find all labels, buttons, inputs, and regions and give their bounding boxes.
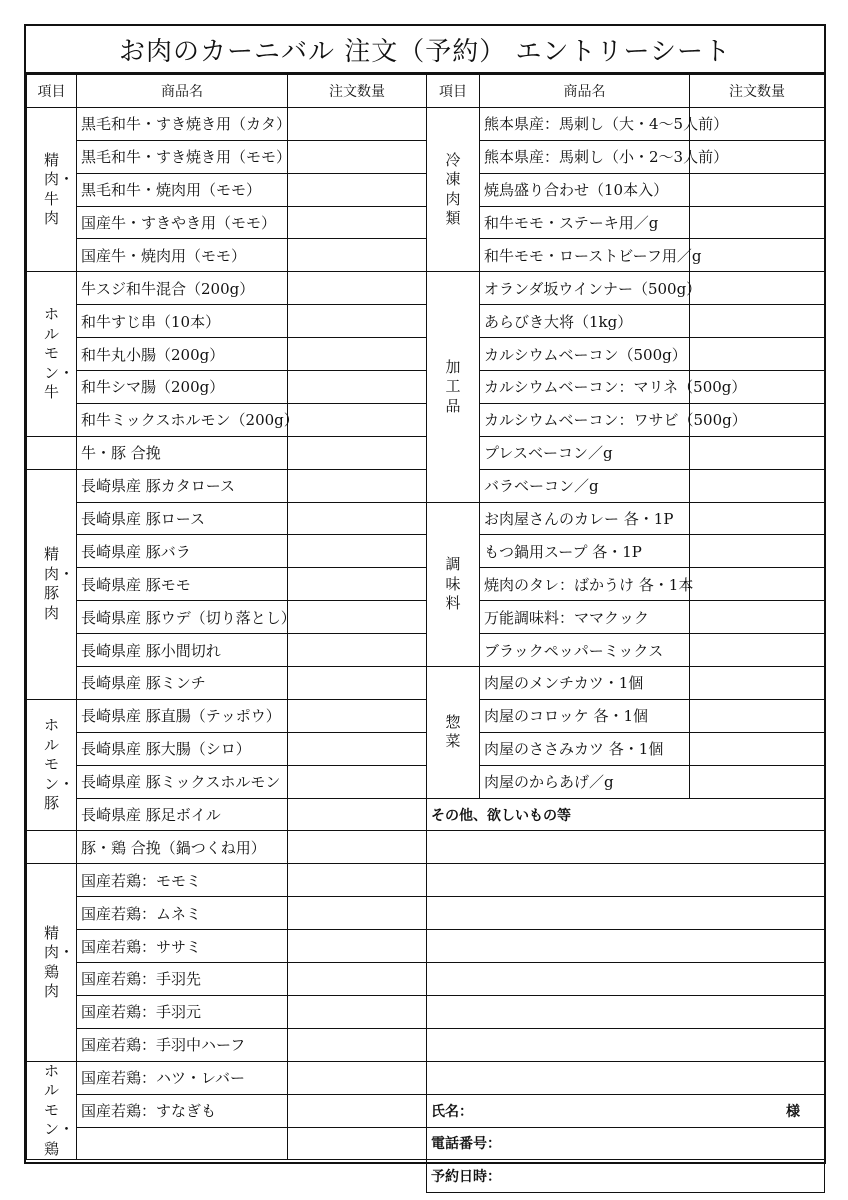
qty-field[interactable]: [288, 601, 427, 634]
category-label: 冷凍肉類: [445, 150, 461, 228]
product-row: [27, 206, 427, 239]
product-name: 長崎県産 豚カタロース: [77, 469, 288, 502]
product-name: 熊本県産：馬刺し（小・2～3人前）: [480, 140, 690, 173]
qty-field[interactable]: [690, 699, 825, 732]
product-name: プレスベーコン／g: [480, 436, 690, 469]
product-name: 長崎県産 豚ウデ（切り落とし）: [77, 601, 288, 634]
category-cell: [427, 107, 480, 271]
other-requests-field[interactable]: [427, 1028, 825, 1061]
reservation-datetime-field[interactable]: [427, 1160, 825, 1193]
qty-field[interactable]: [288, 107, 427, 140]
header-category: 項目: [27, 75, 77, 108]
customer-name-row: [427, 1094, 825, 1127]
qty-field[interactable]: [690, 568, 825, 601]
product-name: 黒毛和牛・すき焼き用（モモ）: [77, 140, 288, 173]
category-label: 精肉・鶏肉: [44, 923, 75, 1001]
other-requests-field[interactable]: [427, 831, 825, 864]
qty-field[interactable]: [690, 535, 825, 568]
other-requests-line: [427, 963, 825, 996]
product-row: [27, 930, 427, 963]
product-row: [427, 239, 825, 272]
category-cell: [27, 272, 77, 436]
product-row: [427, 634, 825, 667]
qty-field[interactable]: [288, 1127, 427, 1160]
datetime-label: 予約日時：: [431, 1169, 501, 1186]
product-name: 長崎県産 豚ミックスホルモン: [77, 765, 288, 798]
product-name: 豚・鶏 合挽（鍋つくね用）: [77, 831, 288, 864]
product-row: [27, 469, 427, 502]
qty-field[interactable]: [288, 535, 427, 568]
phone-field[interactable]: [427, 1127, 825, 1160]
category-cell: [27, 831, 77, 864]
qty-field[interactable]: [288, 239, 427, 272]
product-name: カルシウムベーコン（500g）: [480, 338, 690, 371]
customer-name-field[interactable]: [427, 1094, 825, 1127]
other-requests-row: [427, 798, 825, 831]
qty-field[interactable]: [690, 732, 825, 765]
product-row: [427, 107, 825, 140]
product-row: [427, 568, 825, 601]
category-label: 精肉・豚肉: [44, 545, 75, 622]
product-name: 肉屋のからあげ／g: [480, 765, 690, 798]
qty-field[interactable]: [690, 305, 825, 338]
qty-field[interactable]: [288, 568, 427, 601]
product-row: [427, 601, 825, 634]
product-row: [27, 239, 427, 272]
header-product: 商品名: [77, 75, 288, 108]
category-label: ホルモン・豚: [44, 716, 75, 813]
product-row: [27, 864, 427, 897]
product-row: [427, 338, 825, 371]
other-requests-field[interactable]: [427, 930, 825, 963]
product-name: 肉屋のコロッケ 各・1個: [480, 699, 690, 732]
honorific-label: 様: [786, 1103, 800, 1120]
product-name: 国産若鶏：モモミ: [77, 864, 288, 897]
product-row: [27, 963, 427, 996]
product-name: 肉屋のメンチカツ・1個: [480, 667, 690, 700]
header-category: 項目: [427, 75, 480, 108]
product-name: あらびき大将（1kg）: [480, 305, 690, 338]
product-name: 長崎県産 豚小間切れ: [77, 634, 288, 667]
product-name: バラベーコン／g: [480, 469, 690, 502]
qty-field[interactable]: [288, 206, 427, 239]
product-row: [27, 568, 427, 601]
product-name: 国産牛・すきやき用（モモ）: [77, 206, 288, 239]
product-row: [427, 305, 825, 338]
product-name: 国産若鶏：手羽中ハーフ: [77, 1028, 288, 1061]
header-qty: 注文数量: [288, 75, 427, 108]
category-cell: [27, 436, 77, 469]
product-name: 国産若鶏：すなぎも: [77, 1094, 288, 1127]
other-requests-field[interactable]: [427, 1061, 825, 1094]
other-requests-field[interactable]: [427, 897, 825, 930]
qty-field[interactable]: [690, 239, 825, 272]
other-requests-field[interactable]: [427, 864, 825, 897]
product-name: 長崎県産 豚大腸（シロ）: [77, 732, 288, 765]
product-row: [27, 634, 427, 667]
product-name: 国産若鶏：手羽先: [77, 963, 288, 996]
product-row: [27, 403, 427, 436]
other-requests-line: [427, 897, 825, 930]
other-requests-line: [427, 831, 825, 864]
product-row: [427, 173, 825, 206]
category-cell: [27, 1061, 77, 1160]
product-row: [27, 305, 427, 338]
qty-field[interactable]: [288, 732, 427, 765]
qty-field[interactable]: [288, 634, 427, 667]
qty-field[interactable]: [288, 173, 427, 206]
qty-field[interactable]: [288, 765, 427, 798]
category-cell: [27, 699, 77, 831]
category-label: ホルモン・鶏: [44, 1061, 75, 1158]
product-row: [27, 1127, 427, 1160]
phone-row: [427, 1127, 825, 1160]
other-requests-field[interactable]: [427, 963, 825, 996]
qty-field[interactable]: [288, 403, 427, 436]
header-product: 商品名: [480, 75, 690, 108]
qty-field[interactable]: [690, 765, 825, 798]
category-label: ホルモン・牛: [44, 305, 75, 402]
qty-field[interactable]: [288, 831, 427, 864]
product-name: カルシウムベーコン：マリネ（500g）: [480, 371, 690, 404]
product-name: [77, 1127, 288, 1160]
product-row: [27, 371, 427, 404]
qty-field[interactable]: [690, 667, 825, 700]
qty-field[interactable]: [690, 634, 825, 667]
product-row: [27, 272, 427, 305]
product-row: [427, 699, 825, 732]
product-name: 国産若鶏：ササミ: [77, 930, 288, 963]
product-row: [27, 140, 427, 173]
product-name: 長崎県産 豚足ボイル: [77, 798, 288, 831]
product-name: 和牛すじ串（10本）: [77, 305, 288, 338]
name-label: 氏名：: [431, 1103, 473, 1120]
product-name: もつ鍋用スープ 各・1P: [480, 535, 690, 568]
product-row: [27, 831, 427, 864]
qty-field[interactable]: [288, 864, 427, 897]
product-name: 長崎県産 豚ミンチ: [77, 667, 288, 700]
phone-label: 電話番号：: [431, 1136, 501, 1153]
product-row: [27, 1028, 427, 1061]
qty-field[interactable]: [288, 140, 427, 173]
product-row: [427, 469, 825, 502]
other-requests-line: [427, 864, 825, 897]
product-row: [427, 535, 825, 568]
qty-field[interactable]: [288, 963, 427, 996]
qty-field[interactable]: [288, 1094, 427, 1127]
category-cell: [27, 469, 77, 699]
product-row: [427, 371, 825, 404]
qty-field[interactable]: [690, 272, 825, 305]
category-label: 加工品: [445, 357, 461, 415]
product-name: 和牛モモ・ローストビーフ用／g: [480, 239, 690, 272]
product-name: 牛・豚 合挽: [77, 436, 288, 469]
product-row: [27, 601, 427, 634]
product-row: [27, 798, 427, 831]
qty-field[interactable]: [288, 798, 427, 831]
qty-field[interactable]: [288, 338, 427, 371]
qty-field[interactable]: [288, 502, 427, 535]
product-name: 長崎県産 豚直腸（テッポウ）: [77, 699, 288, 732]
product-row: [427, 436, 825, 469]
qty-field[interactable]: [288, 1028, 427, 1061]
qty-field[interactable]: [288, 272, 427, 305]
other-requests-line: [427, 930, 825, 963]
product-name: 和牛丸小腸（200g）: [77, 338, 288, 371]
product-row: [27, 995, 427, 1028]
product-name: お肉屋さんのカレー 各・1P: [480, 502, 690, 535]
product-name: 国産若鶏：ムネミ: [77, 897, 288, 930]
product-row: [27, 173, 427, 206]
product-name: オランダ坂ウインナー（500g）: [480, 272, 690, 305]
product-row: [27, 107, 427, 140]
product-row: [27, 1094, 427, 1127]
product-row: [27, 535, 427, 568]
product-name: 和牛モモ・ステーキ用／g: [480, 206, 690, 239]
other-requests-label: その他、欲しいもの等: [427, 798, 825, 831]
qty-field[interactable]: [288, 667, 427, 700]
product-name: ブラックペッパーミックス: [480, 634, 690, 667]
category-label: 惣菜: [445, 712, 461, 751]
product-row: [427, 765, 825, 798]
product-row: [27, 667, 427, 700]
qty-field[interactable]: [288, 305, 427, 338]
product-name: 焼肉のタレ：ばかうけ 各・1本: [480, 568, 690, 601]
qty-field[interactable]: [690, 436, 825, 469]
product-row: [27, 1061, 427, 1094]
product-row: [427, 732, 825, 765]
product-name: 肉屋のささみカツ 各・1個: [480, 732, 690, 765]
product-name: 黒毛和牛・焼肉用（モモ）: [77, 173, 288, 206]
product-row: [427, 502, 825, 535]
product-name: カルシウムベーコン：ワサビ（500g）: [480, 403, 690, 436]
qty-field[interactable]: [288, 1061, 427, 1094]
category-cell: [27, 107, 77, 271]
entry-sheet: [24, 24, 826, 1186]
product-name: 牛スジ和牛混合（200g）: [77, 272, 288, 305]
other-requests-line: [427, 1028, 825, 1061]
product-name: 長崎県産 豚バラ: [77, 535, 288, 568]
product-name: 熊本県産：馬刺し（大・4～5人前）: [480, 107, 690, 140]
qty-field[interactable]: [690, 173, 825, 206]
product-name: 国産牛・焼肉用（モモ）: [77, 239, 288, 272]
product-name: 長崎県産 豚モモ: [77, 568, 288, 601]
product-row: [427, 272, 825, 305]
qty-field[interactable]: [690, 502, 825, 535]
qty-field[interactable]: [690, 206, 825, 239]
product-row: [27, 765, 427, 798]
header-row: [427, 75, 825, 108]
category-label: 調味料: [445, 555, 461, 613]
qty-field[interactable]: [288, 995, 427, 1028]
product-row: [427, 403, 825, 436]
header-qty: 注文数量: [690, 75, 825, 108]
category-label: 精肉・牛肉: [44, 150, 75, 228]
product-name: 和牛ミックスホルモン（200g）: [77, 403, 288, 436]
product-row: [427, 667, 825, 700]
category-cell: [427, 502, 480, 666]
other-requests-field[interactable]: [427, 995, 825, 1028]
product-row: [27, 897, 427, 930]
product-row: [27, 502, 427, 535]
page-title: お肉のカーニバル 注文（予約） エントリーシート: [26, 26, 824, 74]
left-order-table: [26, 74, 427, 1160]
product-row: [27, 699, 427, 732]
qty-field[interactable]: [690, 338, 825, 371]
product-name: 国産若鶏：手羽元: [77, 995, 288, 1028]
product-row: [27, 436, 427, 469]
other-requests-line: [427, 995, 825, 1028]
product-name: 黒毛和牛・すき焼き用（カタ）: [77, 107, 288, 140]
other-requests-line: [427, 1061, 825, 1094]
product-row: [427, 140, 825, 173]
category-cell: [27, 864, 77, 1061]
header-row: [27, 75, 427, 108]
product-name: 和牛シマ腸（200g）: [77, 371, 288, 404]
category-cell: [427, 272, 480, 502]
qty-field[interactable]: [288, 469, 427, 502]
product-row: [427, 206, 825, 239]
qty-field[interactable]: [288, 897, 427, 930]
product-name: 焼鳥盛り合わせ（10本入）: [480, 173, 690, 206]
category-cell: [427, 667, 480, 799]
qty-field[interactable]: [288, 699, 427, 732]
qty-field[interactable]: [690, 469, 825, 502]
product-row: [27, 732, 427, 765]
qty-field[interactable]: [288, 371, 427, 404]
right-order-table: [426, 74, 825, 1193]
reservation-datetime-row: [427, 1160, 825, 1193]
product-name: 万能調味料：ママクック: [480, 601, 690, 634]
qty-field[interactable]: [288, 930, 427, 963]
qty-field[interactable]: [288, 436, 427, 469]
product-row: [27, 338, 427, 371]
product-name: 長崎県産 豚ロース: [77, 502, 288, 535]
qty-field[interactable]: [690, 601, 825, 634]
product-name: 国産若鶏：ハツ・レバー: [77, 1061, 288, 1094]
